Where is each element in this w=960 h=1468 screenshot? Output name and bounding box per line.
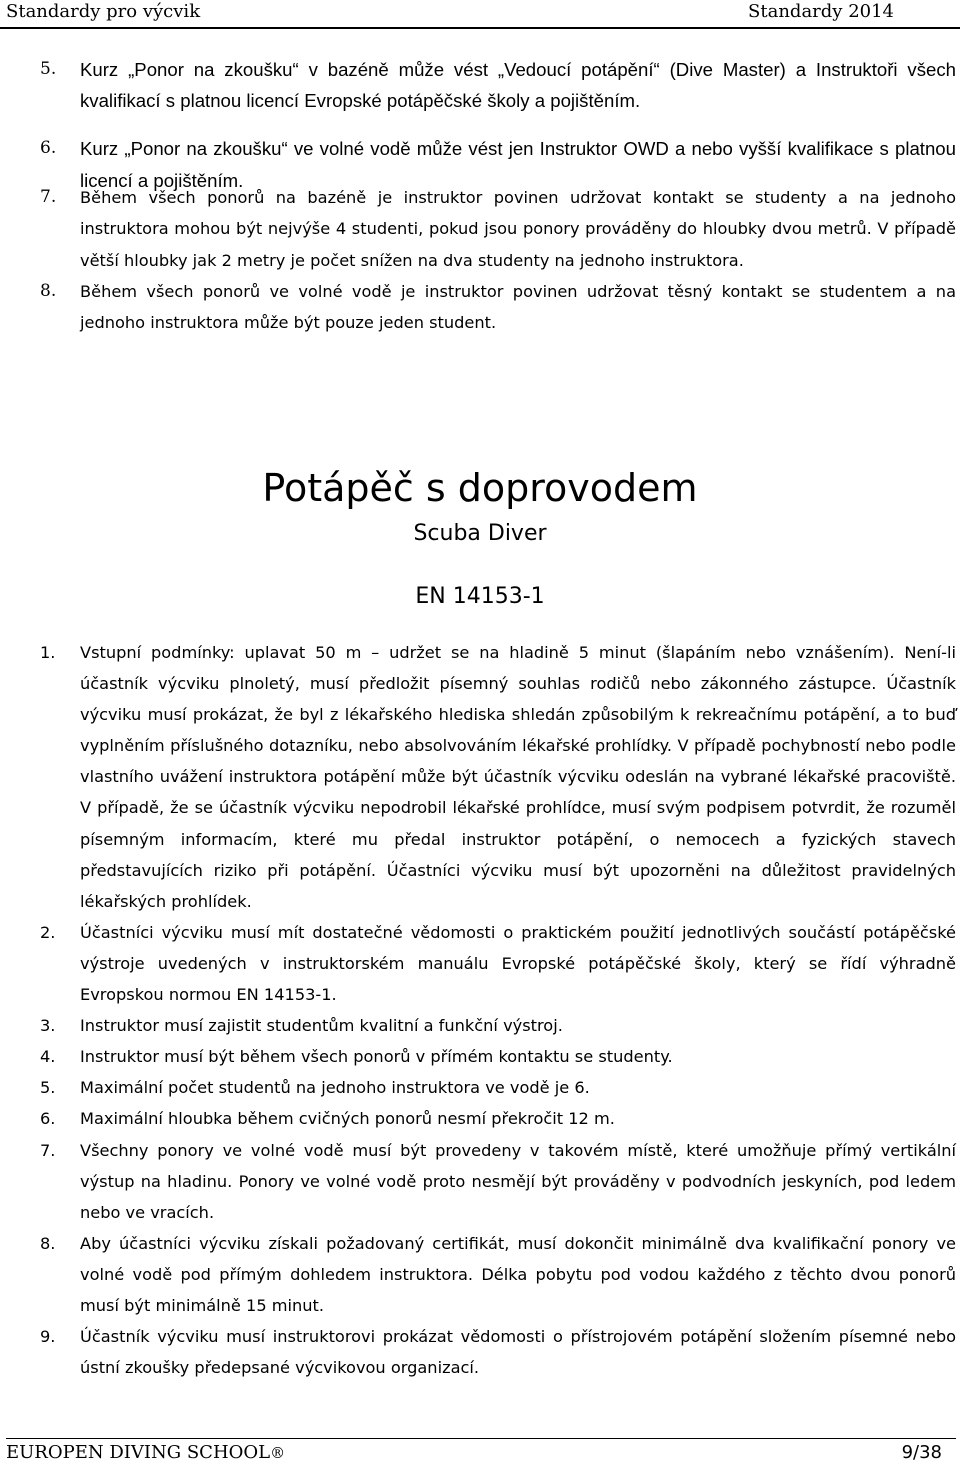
list-item-text: Maximální hloubka během cvičných ponorů nesmí překročit 12 m. — [80, 1109, 615, 1129]
list-item — [40, 276, 956, 339]
list-item-number: 9. — [40, 1327, 56, 1347]
list-item-text: Kurz „Ponor na zkoušku“ ve volné vodě může vést jen Instruktor OWD a nebo vyšší kvalifikace s platnou licencí a pojištěním. — [80, 138, 956, 191]
list-item-text: Během všech ponorů ve volné vodě je instruktor povinen udržovat těsný kontakt se studentem a na jednoho instruktora může být pouze jeden student. — [80, 281, 956, 333]
list-item-number: 8. — [40, 280, 57, 301]
list-item — [40, 1103, 956, 1134]
page-number: 9/38 — [901, 1442, 942, 1463]
list-item-number: 4. — [40, 1047, 56, 1067]
list-item-number: 7. — [40, 1140, 56, 1160]
list-item-number: 7. — [40, 187, 57, 207]
intro-list-b — [40, 182, 956, 338]
list-item — [40, 637, 956, 917]
list-item-text: Všechny ponory ve volné vodě musí být provedeny v takovém místě, které umožňuje přímý vertikální výstup na hladinu. Ponory ve volné vodě proto nesmějí být prováděny v podvodních jeskyních, pod ledem nebo ve vracích. — [80, 1140, 956, 1222]
registered-mark-icon: ® — [270, 1444, 286, 1462]
main-list — [40, 637, 956, 1383]
list-item — [40, 54, 956, 116]
list-item-number: 8. — [40, 1233, 56, 1253]
header-left-text: Standardy pro výcvik — [6, 1, 201, 22]
list-item-number: 6. — [40, 1109, 56, 1129]
list-item-number: 3. — [40, 1016, 56, 1036]
section-subtitle: Scuba Diver — [413, 521, 547, 546]
footer-school-name: EUROPEN DIVING SCHOOL — [6, 1442, 271, 1463]
list-item-number: 5. — [40, 1078, 56, 1098]
list-item-text: Instruktor musí zajistit studentům kvalitní a funkční výstroj. — [80, 1016, 563, 1036]
list-item — [40, 1010, 956, 1041]
footer-left — [6, 1442, 285, 1463]
section-title: Potápěč s doprovodem — [262, 466, 698, 510]
list-item-text: Účastníci výcviku musí mít dostatečné vědomosti o praktickém použití jednotlivých součástí potápěčské výstroje uvedených v instruktorském manuálu Evropské potápěčské školy, který se řídí výhradně Evropskou normou EN 14153-1. — [80, 922, 956, 1005]
list-item — [40, 1072, 956, 1103]
list-item-text: Kurz „Ponor na zkoušku“ v bazéně může vést „Vedoucí potápění“ (Dive Master) a Instruktoři všech kvalifikací s platnou licencí Evropské potápěčské školy a pojištěním. — [80, 59, 956, 112]
list-item — [40, 1041, 956, 1072]
list-item-text: Účastník výcviku musí instruktorovi prokázat vědomosti o přístrojovém potápění složením písemné nebo ústní zkoušky předepsané výcvikovou organizací. — [80, 1327, 956, 1378]
list-item — [40, 1321, 956, 1383]
page-header — [0, 0, 960, 29]
list-item-text: Aby účastníci výcviku získali požadovaný certifikát, musí dokončit minimálně dva kvalifikační ponory ve volné vodě pod přímým dohledem instruktora. Délka pobytu pod vodou každého z těchto dvou ponorů musí být minimálně 15 minut. — [80, 1233, 956, 1315]
list-item-text: Během všech ponorů na bazéně je instruktor povinen udržovat kontakt se studenty a na jednoho instruktora mohou být nejvýše 4 studenti, pokud jsou ponory prováděny do hloubky dvou metrů. V případě větší hloubky jak 2 metry je počet snížen na dva studenty na jednoho instruktora. — [80, 188, 956, 270]
header-right-text: Standardy 2014 — [748, 1, 894, 22]
list-item-number: 5. — [40, 59, 57, 79]
list-item-text: Vstupní podmínky: uplavat 50 m – udržet se na hladině 5 minut (šlapáním nebo vznášením). Není-li účastník výcviku plnoletý, musí předložit písemný souhlas rodičů nebo zákonného zástupce. Účastník výcviku musí prokázat, že byl z lékařského hlediska shledán způsobilým k rekreačnímu potápění, a to buď vyplněním příslušného dotazníku, nebo absolvováním lékařské prohlídky. V případě pochybností nebo podle vlastního uvážení instruktora potápění může být účastník výcviku odeslán na vybrané lékařské pracoviště. V případě, že se účastník výcviku nepodrobil lékařské prohlídce, musí svým podpisem potvrdit, že rozuměl písemným informacím, které mu předal instruktor potápění, o nemocech a fyzických stavech představujících riziko při potápění. Účastníci výcviku musí být upozorněni na důležitost pravidelných lékařských prohlídek. — [80, 643, 956, 911]
section-norm: EN 14153-1 — [415, 584, 545, 609]
list-item — [40, 182, 956, 276]
list-item-text: Maximální počet studentů na jednoho instruktora ve vodě je 6. — [80, 1078, 590, 1098]
list-item-number: 6. — [40, 138, 57, 159]
intro-list-a — [40, 54, 956, 196]
list-item-number: 1. — [40, 643, 56, 662]
list-item-number: 2. — [40, 922, 56, 942]
list-item — [40, 917, 956, 1010]
list-item — [40, 1135, 956, 1228]
list-item-text: Instruktor musí být během všech ponorů v přímém kontaktu se studenty. — [80, 1047, 673, 1067]
list-item — [40, 1228, 956, 1321]
page-footer — [6, 1438, 956, 1467]
